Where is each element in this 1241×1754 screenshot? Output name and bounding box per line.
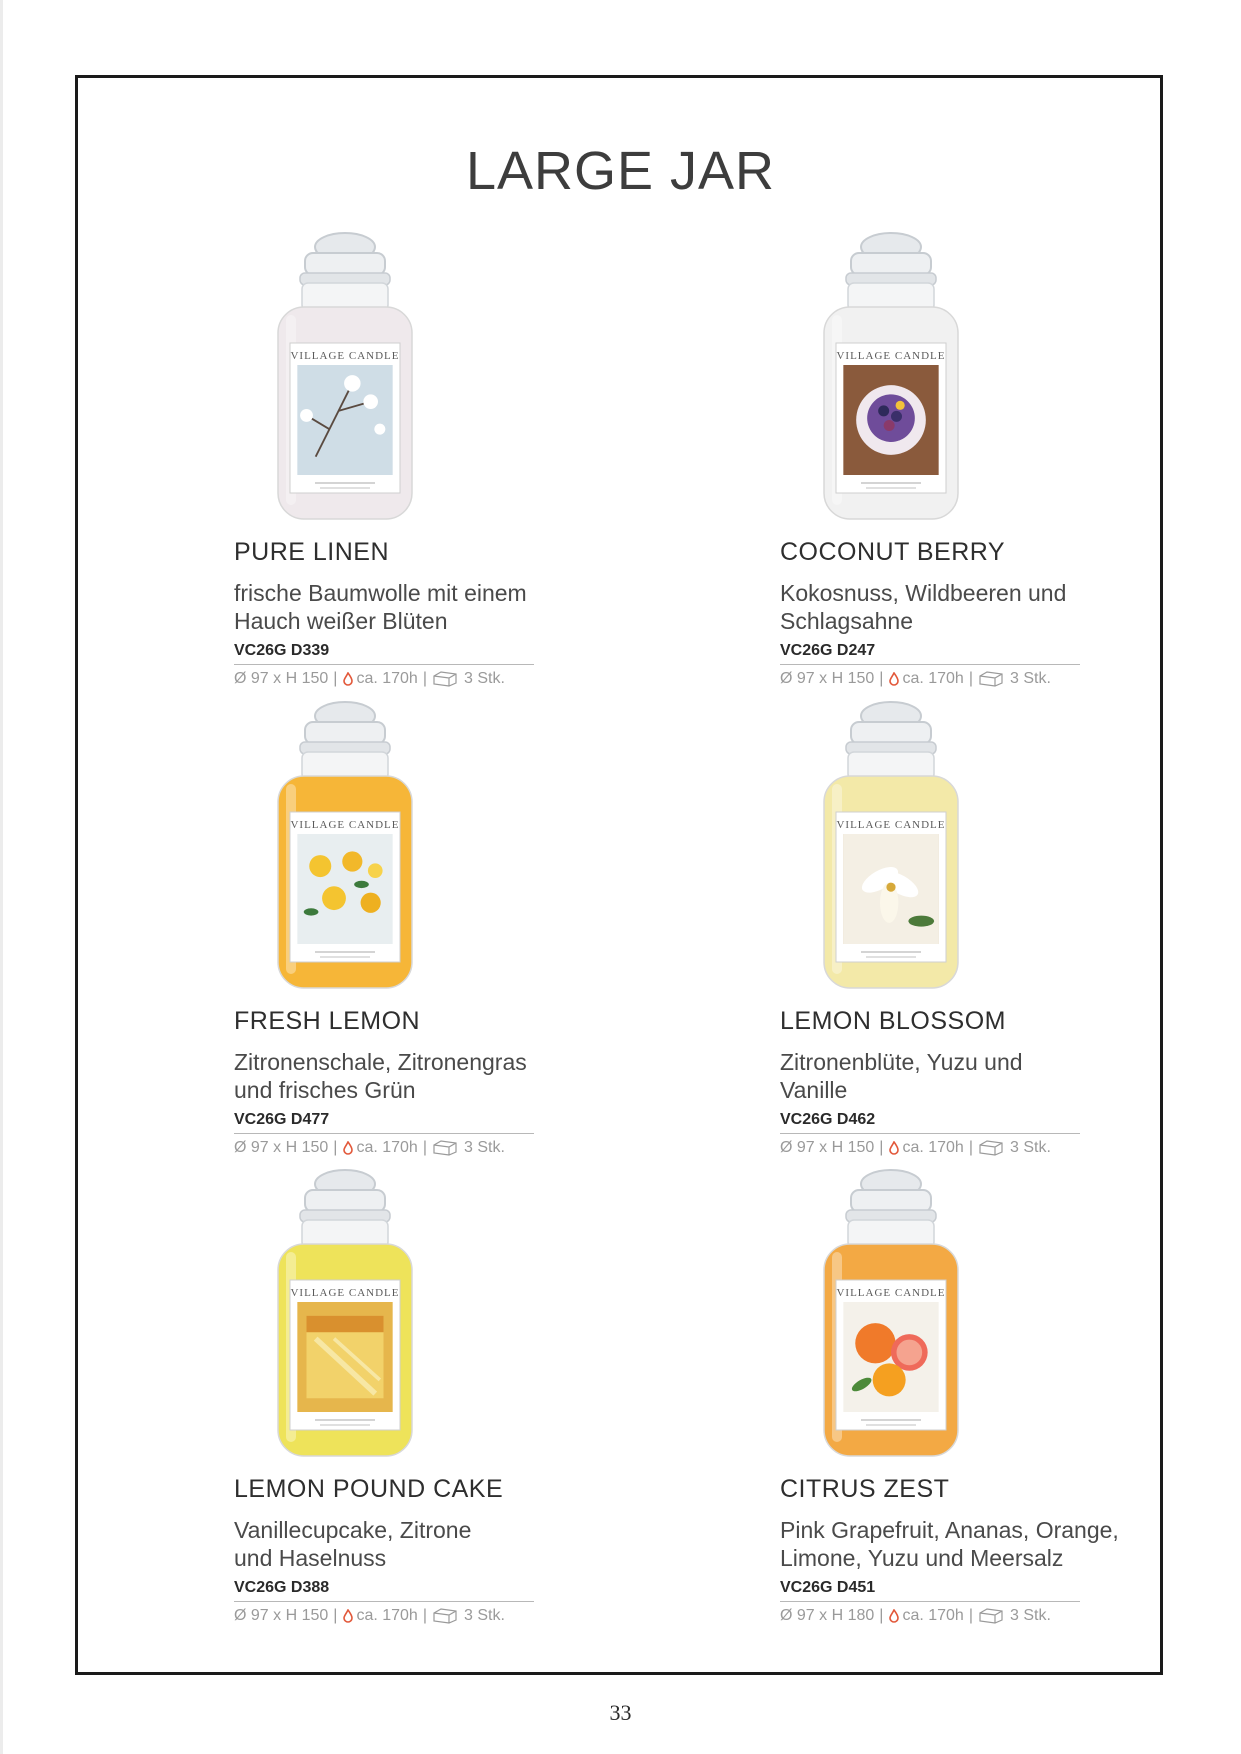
page-number: 33 — [609, 1700, 632, 1725]
product-description — [780, 1048, 1241, 1104]
separator: | — [333, 1607, 338, 1624]
product-name: PURE LINEN — [234, 538, 390, 566]
dimensions: Ø 97 x H 180 — [780, 1607, 875, 1624]
product-description — [234, 1048, 714, 1104]
product-description — [234, 579, 714, 635]
pack-quantity: 3 Stk. — [463, 670, 505, 687]
product-specs — [780, 1138, 1241, 1158]
box-icon — [978, 1140, 1004, 1156]
product-description — [780, 579, 1241, 635]
candle-jar-image — [816, 694, 966, 994]
dimensions: Ø 97 x H 150 — [780, 670, 875, 687]
dimensions: Ø 97 x H 150 — [780, 1139, 875, 1156]
candle-jar-image — [270, 1162, 420, 1462]
description-line: Limone, Yuzu und Meersalz — [780, 1545, 1064, 1571]
flame-icon — [888, 672, 900, 686]
svg-text:VILLAGE CANDLE: VILLAGE CANDLE — [836, 819, 946, 831]
burn-time: ca. 170h — [356, 1139, 418, 1156]
page-title: LARGE JAR — [465, 141, 776, 201]
product-code: VC26G D339 — [234, 641, 534, 665]
description-line: Kokosnuss, Wildbeeren und — [780, 580, 1067, 606]
pack-quantity: 3 Stk. — [463, 1139, 505, 1156]
product-info — [780, 537, 1241, 689]
description-line: Schlagsahne — [780, 608, 913, 634]
product-code: VC26G D462 — [780, 1110, 1080, 1134]
product-info — [780, 1006, 1241, 1158]
product-specs — [780, 669, 1241, 689]
candle-jar-image — [816, 1162, 966, 1462]
product-info — [234, 1474, 714, 1626]
description-line: und Haselnuss — [234, 1545, 387, 1571]
flame-icon — [888, 1609, 900, 1623]
box-icon — [432, 1140, 458, 1156]
product-info — [234, 537, 714, 689]
description-line: Zitronenblüte, Yuzu und — [780, 1049, 1023, 1075]
product-code: VC26G D451 — [780, 1578, 1080, 1602]
pack-quantity: 3 Stk. — [1009, 670, 1051, 687]
product-code: VC26G D477 — [234, 1110, 534, 1134]
separator: | — [422, 670, 427, 687]
flame-icon — [342, 1609, 354, 1623]
svg-text:VILLAGE CANDLE: VILLAGE CANDLE — [290, 350, 400, 362]
burn-time: ca. 170h — [902, 670, 964, 687]
dimensions: Ø 97 x H 150 — [234, 1139, 329, 1156]
svg-text:VILLAGE CANDLE: VILLAGE CANDLE — [290, 819, 400, 831]
product-name: CITRUS ZEST — [780, 1475, 950, 1503]
product-name: FRESH LEMON — [234, 1007, 421, 1035]
pack-quantity: 3 Stk. — [1009, 1607, 1051, 1624]
description-line: Zitronenschale, Zitronengras — [234, 1049, 527, 1075]
separator: | — [422, 1607, 427, 1624]
product-info — [780, 1474, 1241, 1626]
flame-icon — [888, 1141, 900, 1155]
page-edge — [0, 0, 3, 1754]
svg-text:VILLAGE CANDLE: VILLAGE CANDLE — [836, 350, 946, 362]
separator: | — [968, 1139, 973, 1156]
box-icon — [432, 1608, 458, 1624]
separator: | — [968, 1607, 973, 1624]
description-line: Pink Grapefruit, Ananas, Orange, — [780, 1517, 1119, 1543]
description-line: frische Baumwolle mit einem — [234, 580, 527, 606]
separator: | — [333, 670, 338, 687]
candle-jar-image — [270, 225, 420, 525]
product-card — [234, 1162, 714, 1624]
product-info — [234, 1006, 714, 1158]
separator: | — [879, 1607, 884, 1624]
svg-text:VILLAGE CANDLE: VILLAGE CANDLE — [836, 1287, 946, 1299]
product-specs — [780, 1606, 1241, 1626]
product-card — [234, 694, 714, 1156]
product-name: LEMON POUND CAKE — [234, 1475, 504, 1503]
candle-jar-image — [270, 694, 420, 994]
burn-time: ca. 170h — [356, 1607, 418, 1624]
flame-icon — [342, 672, 354, 686]
box-icon — [432, 671, 458, 687]
product-description — [780, 1516, 1241, 1572]
candle-jar-image — [816, 225, 966, 525]
pack-quantity: 3 Stk. — [1009, 1139, 1051, 1156]
dimensions: Ø 97 x H 150 — [234, 1607, 329, 1624]
pack-quantity: 3 Stk. — [463, 1607, 505, 1624]
box-icon — [978, 671, 1004, 687]
box-icon — [978, 1608, 1004, 1624]
product-name: COCONUT BERRY — [780, 538, 1006, 566]
product-description — [234, 1516, 714, 1572]
burn-time: ca. 170h — [902, 1607, 964, 1624]
product-card — [780, 1162, 1241, 1624]
burn-time: ca. 170h — [356, 670, 418, 687]
product-specs — [234, 1606, 714, 1626]
description-line: Vanille — [780, 1077, 848, 1103]
separator: | — [968, 670, 973, 687]
product-card — [234, 225, 714, 687]
separator: | — [879, 1139, 884, 1156]
product-card — [780, 694, 1241, 1156]
description-line: Hauch weißer Blüten — [234, 608, 448, 634]
separator: | — [333, 1139, 338, 1156]
product-name: LEMON BLOSSOM — [780, 1007, 1006, 1035]
flame-icon — [342, 1141, 354, 1155]
product-code: VC26G D247 — [780, 641, 1080, 665]
svg-text:VILLAGE CANDLE: VILLAGE CANDLE — [290, 1287, 400, 1299]
separator: | — [422, 1139, 427, 1156]
product-card — [780, 225, 1241, 687]
description-line: und frisches Grün — [234, 1077, 416, 1103]
product-specs — [234, 1138, 714, 1158]
product-code: VC26G D388 — [234, 1578, 534, 1602]
product-specs — [234, 669, 714, 689]
dimensions: Ø 97 x H 150 — [234, 670, 329, 687]
separator: | — [879, 670, 884, 687]
description-line: Vanillecupcake, Zitrone — [234, 1517, 472, 1543]
burn-time: ca. 170h — [902, 1139, 964, 1156]
